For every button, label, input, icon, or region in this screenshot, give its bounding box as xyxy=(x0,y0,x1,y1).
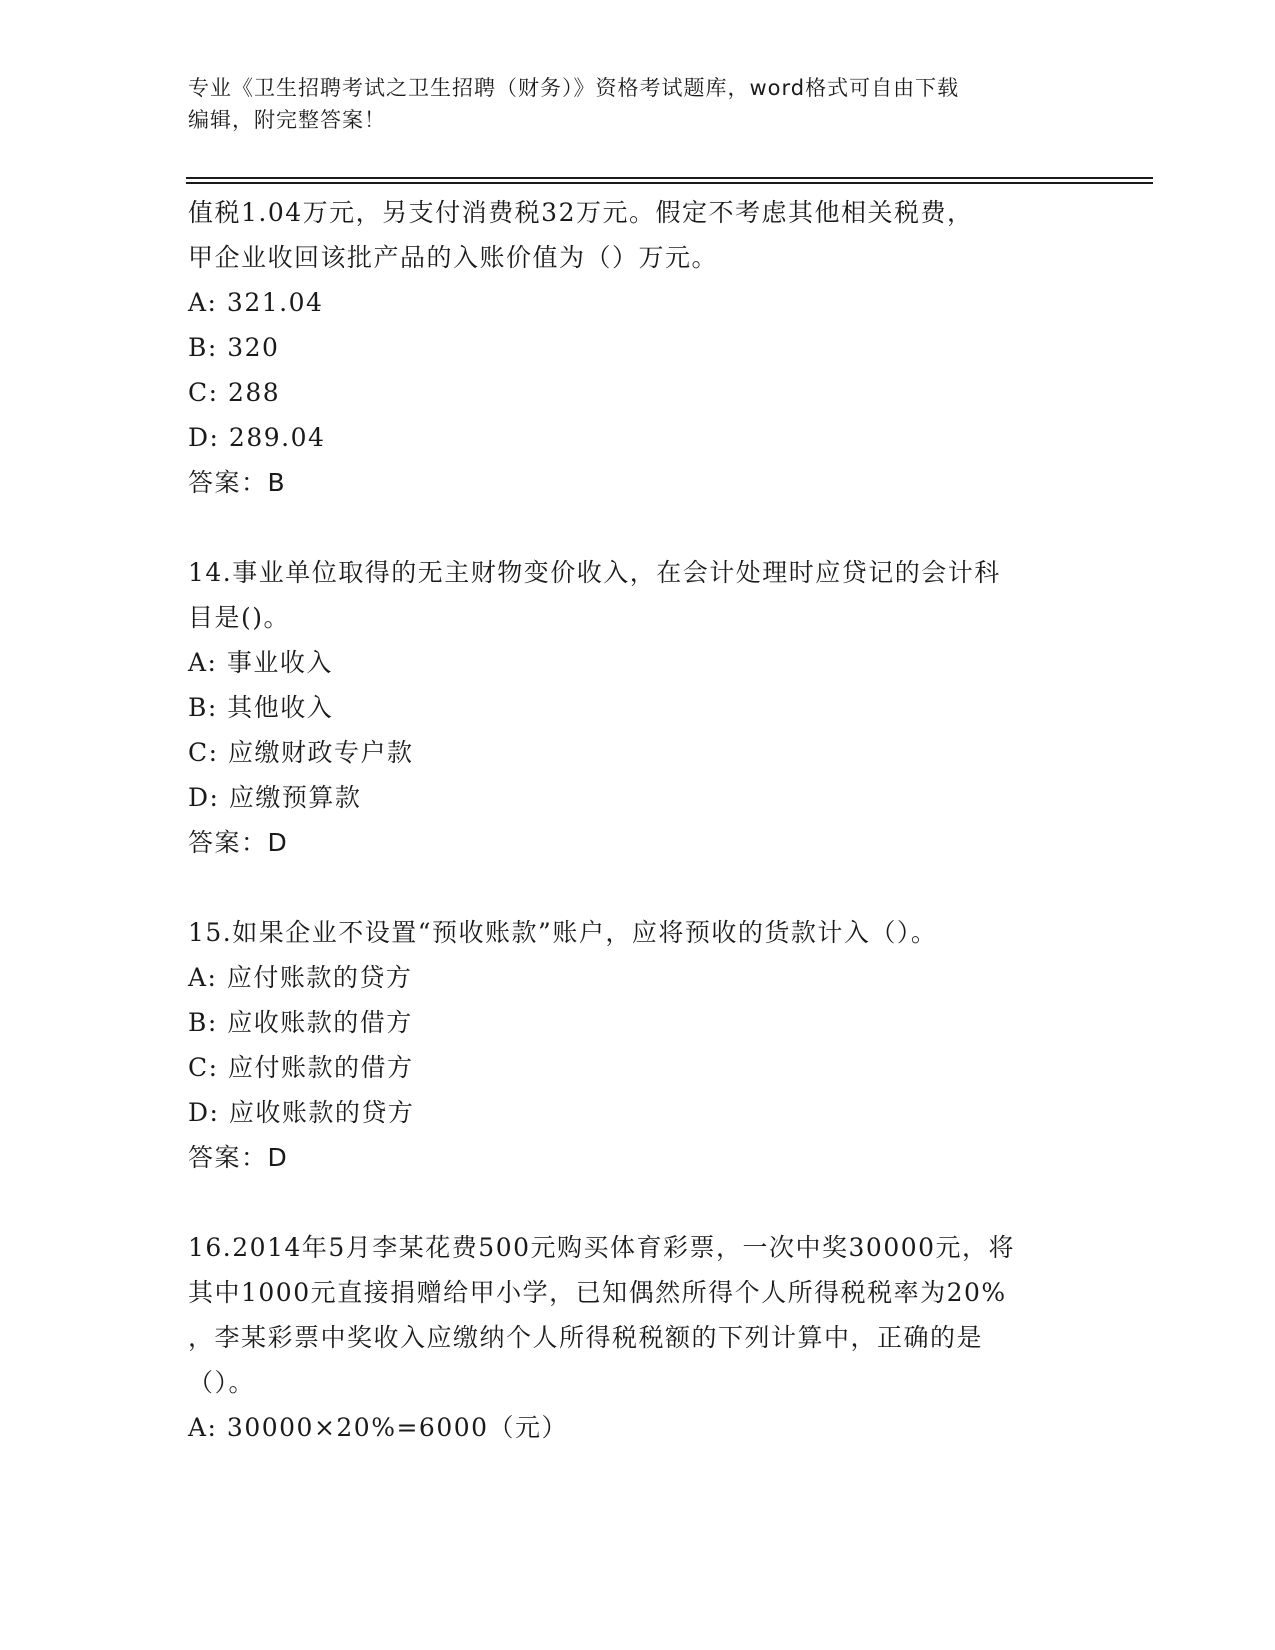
option-b: B: 320 xyxy=(188,333,280,362)
question-content xyxy=(188,190,1088,1450)
question-spacer xyxy=(188,865,1088,910)
question-stem-line: （）。 xyxy=(188,1368,256,1397)
answer-text: 答案：D xyxy=(188,1143,289,1172)
option-b: B: 应收账款的借方 xyxy=(188,1008,413,1037)
option-a: A: 321.04 xyxy=(188,288,324,317)
question-stem-line: 目是()。 xyxy=(188,603,291,632)
answer-text: 答案：B xyxy=(188,468,287,497)
question-stem-line: 14.事业单位取得的无主财物变价收入，在会计处理时应贷记的会计科 xyxy=(188,558,1001,587)
option-c: C: 应付账款的借方 xyxy=(188,1053,414,1082)
question-15 xyxy=(188,910,1088,1180)
option-a: A: 30000×20%=6000（元） xyxy=(188,1413,569,1442)
option-d: D: 应收账款的贷方 xyxy=(188,1098,415,1127)
header-rule-bottom xyxy=(186,182,1153,184)
header-line-1: 专业《卫生招聘考试之卫生招聘（财务）》资格考试题库，word格式可自由下载 xyxy=(188,76,960,100)
question-stem-line: 15.如果企业不设置“预收账款”账户，应将预收的货款计入（）。 xyxy=(188,918,938,947)
question-stem-line: 16.2014年5月李某花费500元购买体育彩票，一次中奖30000元，将 xyxy=(188,1233,1016,1262)
question-14 xyxy=(188,550,1088,865)
question-spacer xyxy=(188,1180,1088,1225)
option-a: A: 应付账款的贷方 xyxy=(188,963,413,992)
question-spacer xyxy=(188,505,1088,550)
option-d: D: 289.04 xyxy=(188,423,326,452)
question-13 xyxy=(188,190,1088,505)
header-line-2: 编辑，附完整答案！ xyxy=(188,108,386,132)
option-b: B: 其他收入 xyxy=(188,693,334,722)
question-stem-line: 值税1.04万元，另支付消费税32万元。假定不考虑其他相关税费， xyxy=(188,198,974,227)
question-16 xyxy=(188,1225,1088,1450)
answer-text: 答案：D xyxy=(188,828,289,857)
question-stem-line: ，李某彩票中奖收入应缴纳个人所得税税额的下列计算中，正确的是 xyxy=(188,1323,984,1352)
header-rule-top xyxy=(186,177,1153,179)
option-c: C: 应缴财政专户款 xyxy=(188,738,414,767)
question-stem-line: 其中1000元直接捐赠给甲小学，已知偶然所得个人所得税税率为20% xyxy=(188,1278,1007,1307)
document-header xyxy=(188,72,1068,136)
option-d: D: 应缴预算款 xyxy=(188,783,362,812)
option-c: C: 288 xyxy=(188,378,281,407)
question-stem-line: 甲企业收回该批产品的入账价值为（）万元。 xyxy=(188,243,719,272)
option-a: A: 事业收入 xyxy=(188,648,333,677)
